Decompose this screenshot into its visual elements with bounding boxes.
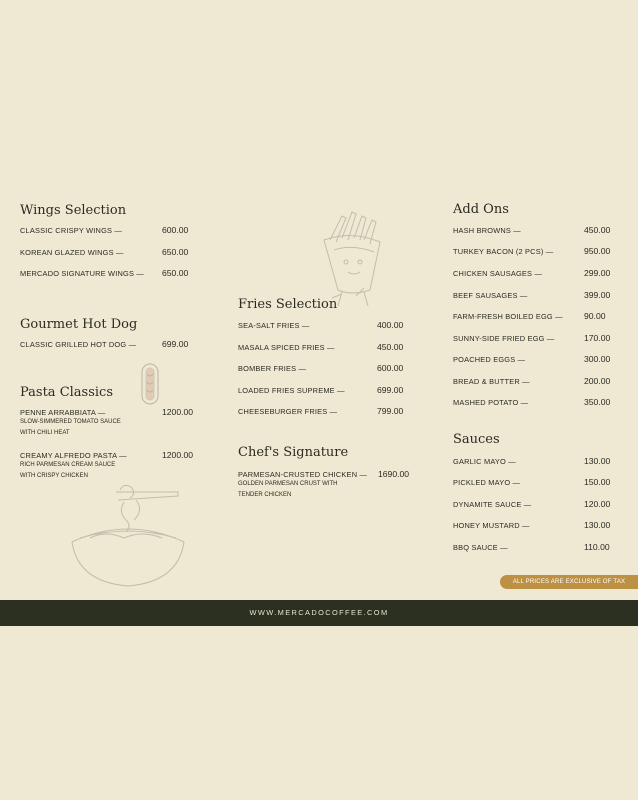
menu-item-name: POACHED EGGS — <box>453 355 526 364</box>
menu-item-name: CLASSIC GRILLED HOT DOG — <box>20 340 137 349</box>
noodle-bowl-illustration-icon <box>66 478 190 590</box>
menu-item-price: 600.00 <box>377 363 404 373</box>
section-title-hotdog: Gourmet Hot Dog <box>20 317 138 332</box>
menu-item-price: 650.00 <box>162 268 189 278</box>
section-title-addons: Add Ons <box>453 202 509 217</box>
menu-item-price: 699.00 <box>377 385 404 395</box>
menu-item-name: BOMBER FRIES — <box>238 364 307 373</box>
menu-item-price: 1200.00 <box>162 450 194 460</box>
menu-item-name: CREAMY ALFREDO PASTA — <box>20 451 127 460</box>
menu-item-name: SUNNY-SIDE FRIED EGG — <box>453 334 555 343</box>
footer-website[interactable]: WWW.MERCADOCOFFEE.COM <box>0 600 638 626</box>
menu-item-price: 1200.00 <box>162 407 194 417</box>
menu-item-name: CHICKEN SAUSAGES — <box>453 269 543 278</box>
section-title-wings: Wings Selection <box>20 203 127 218</box>
menu-item-name: TURKEY BACON (2 PCS) — <box>453 247 554 256</box>
menu-item-name: PENNE ARRABBIATA — <box>20 408 106 417</box>
menu-item-price: 300.00 <box>584 354 611 364</box>
menu-item-price: 299.00 <box>584 268 611 278</box>
menu-item-description: GOLDEN PARMESAN CRUST WITH TENDER CHICKEN <box>238 481 338 498</box>
menu-item-price: 200.00 <box>584 376 611 386</box>
menu-item-name: MASALA SPICED FRIES — <box>238 343 335 352</box>
menu-item-price: 600.00 <box>162 225 189 235</box>
menu-item-name: PICKLED MAYO — <box>453 478 521 487</box>
menu-item-name: BREAD & BUTTER — <box>453 377 530 386</box>
menu-item-description: RICH PARMESAN CREAM SAUCE WITH CRISPY CHICKEN <box>20 462 116 479</box>
menu-item-price: 350.00 <box>584 397 611 407</box>
menu-item-price: 110.00 <box>584 542 610 552</box>
menu-item-price: 399.00 <box>584 290 611 300</box>
menu-item-price: 90.00 <box>584 311 606 321</box>
menu-item-price: 799.00 <box>377 406 404 416</box>
menu-item-name: DYNAMITE SAUCE — <box>453 500 532 509</box>
menu-item-name: KOREAN GLAZED WINGS — <box>20 248 124 257</box>
menu-item-name: SEA-SALT FRIES — <box>238 321 310 330</box>
menu-item-price: 950.00 <box>584 246 611 256</box>
menu-item-price: 130.00 <box>584 456 611 466</box>
menu-item-price: 120.00 <box>584 499 611 509</box>
menu-item-price: 130.00 <box>584 520 611 530</box>
menu-item-name: MERCADO SIGNATURE WINGS — <box>20 269 144 278</box>
section-title-fries: Fries Selection <box>238 297 338 312</box>
menu-item-description: SLOW-SIMMERED TOMATO SAUCE WITH CHILI HEAT <box>20 419 121 436</box>
hotdog-illustration-icon <box>134 360 166 408</box>
menu-item-price: 450.00 <box>377 342 404 352</box>
section-title-sauces: Sauces <box>453 432 500 447</box>
section-title-chef: Chef's Signature <box>238 445 349 460</box>
menu-item-price: 400.00 <box>377 320 404 330</box>
menu-item-name: CHEESEBURGER FRIES — <box>238 407 338 416</box>
menu-item-price: 150.00 <box>584 477 611 487</box>
menu-item-price: 699.00 <box>162 339 189 349</box>
tax-note-badge: ALL PRICES ARE EXCLUSIVE OF TAX <box>500 575 638 589</box>
menu-item-price: 1690.00 <box>378 469 410 479</box>
fries-illustration-icon <box>312 210 392 310</box>
menu-item-name: BBQ SAUCE — <box>453 543 508 552</box>
menu-item-price: 170.00 <box>584 333 611 343</box>
menu-item-price: 450.00 <box>584 225 611 235</box>
section-title-pasta: Pasta Classics <box>20 385 113 400</box>
menu-item-name: FARM-FRESH BOILED EGG — <box>453 312 563 321</box>
menu-item-name: LOADED FRIES SUPREME — <box>238 386 345 395</box>
menu-item-price: 650.00 <box>162 247 189 257</box>
menu-item-name: BEEF SAUSAGES — <box>453 291 528 300</box>
menu-item-name: MASHED POTATO — <box>453 398 529 407</box>
menu-item-name: GARLIC MAYO — <box>453 457 516 466</box>
menu-item-name: CLASSIC CRISPY WINGS — <box>20 226 123 235</box>
menu-item-name: HASH BROWNS — <box>453 226 521 235</box>
menu-item-name: PARMESAN-CRUSTED CHICKEN — <box>238 470 368 479</box>
menu-item-name: HONEY MUSTARD — <box>453 521 530 530</box>
